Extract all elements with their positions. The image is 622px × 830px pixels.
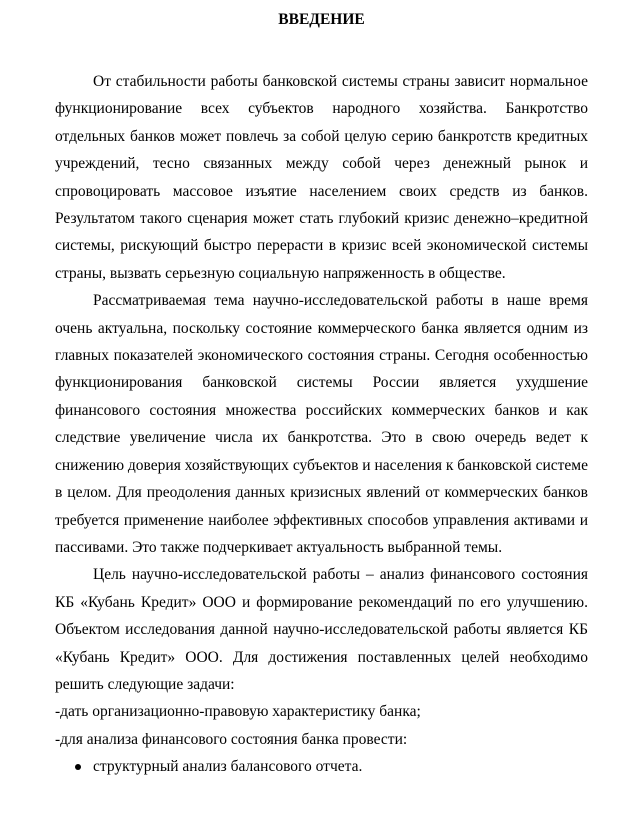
intro-paragraph-3: Цель научно-исследовательской работы – анализ финансового состояния КБ «Кубань Кредит» ООО и формирование рекомендаций по его улучшению. Объектом исследования данной научно-исследовательской работы является КБ «Кубань Кредит» ООО. Для достижения поставленных целей необходимо решить следующие задачи: [55, 566, 588, 693]
list-item-text: структурный анализ балансового отчета. [93, 758, 363, 776]
task-line-1: -дать организационно-правовую характеристику банка; [55, 703, 421, 721]
task-line-2: -для анализа финансового состояния банка провести: [55, 730, 408, 748]
list-item [55, 753, 588, 780]
page-title: ВВЕДЕНИЕ [278, 11, 365, 28]
bullet-list [55, 753, 588, 780]
intro-paragraph-2: Рассматриваемая тема научно-исследовательской работы в наше время очень актуальна, поскольку состояние коммерческого банка является одним из главных показателей экономического состояния страны. Сегодня особенностью функционирования банковской системы России является ухудшение финансового состояния множества российских коммерческих банков и как следствие увеличение числа их банкротства. Это в свою очередь ведет к снижению доверия хозяйствующих субъектов и населения к банковской системе в целом. Для преодоления данных кризисных явлений от коммерческих банков требуется применение наиболее эффективных способов управления активами и пассивами. Это также подчеркивает актуальность выбранной темы. [55, 292, 588, 556]
intro-paragraph-1: От стабильности работы банковской системы страны зависит нормальное функционирование всех субъектов народного хозяйства. Банкротство отдельных банков может повлечь за собой целую серию банкротств кредитных учреждений, тесно связанных между собой через денежный рынок и спровоцировать массовое изъятие населением своих средств из банков. Результатом такого сценария может стать глубокий кризис денежно–кредитной системы, рискующий быстро перерасти в кризис всей экономической системы страны, вызвать серьезную социальную напряженность в обществе. [55, 73, 588, 282]
bullet-icon [75, 764, 81, 770]
document-page [55, 0, 588, 781]
